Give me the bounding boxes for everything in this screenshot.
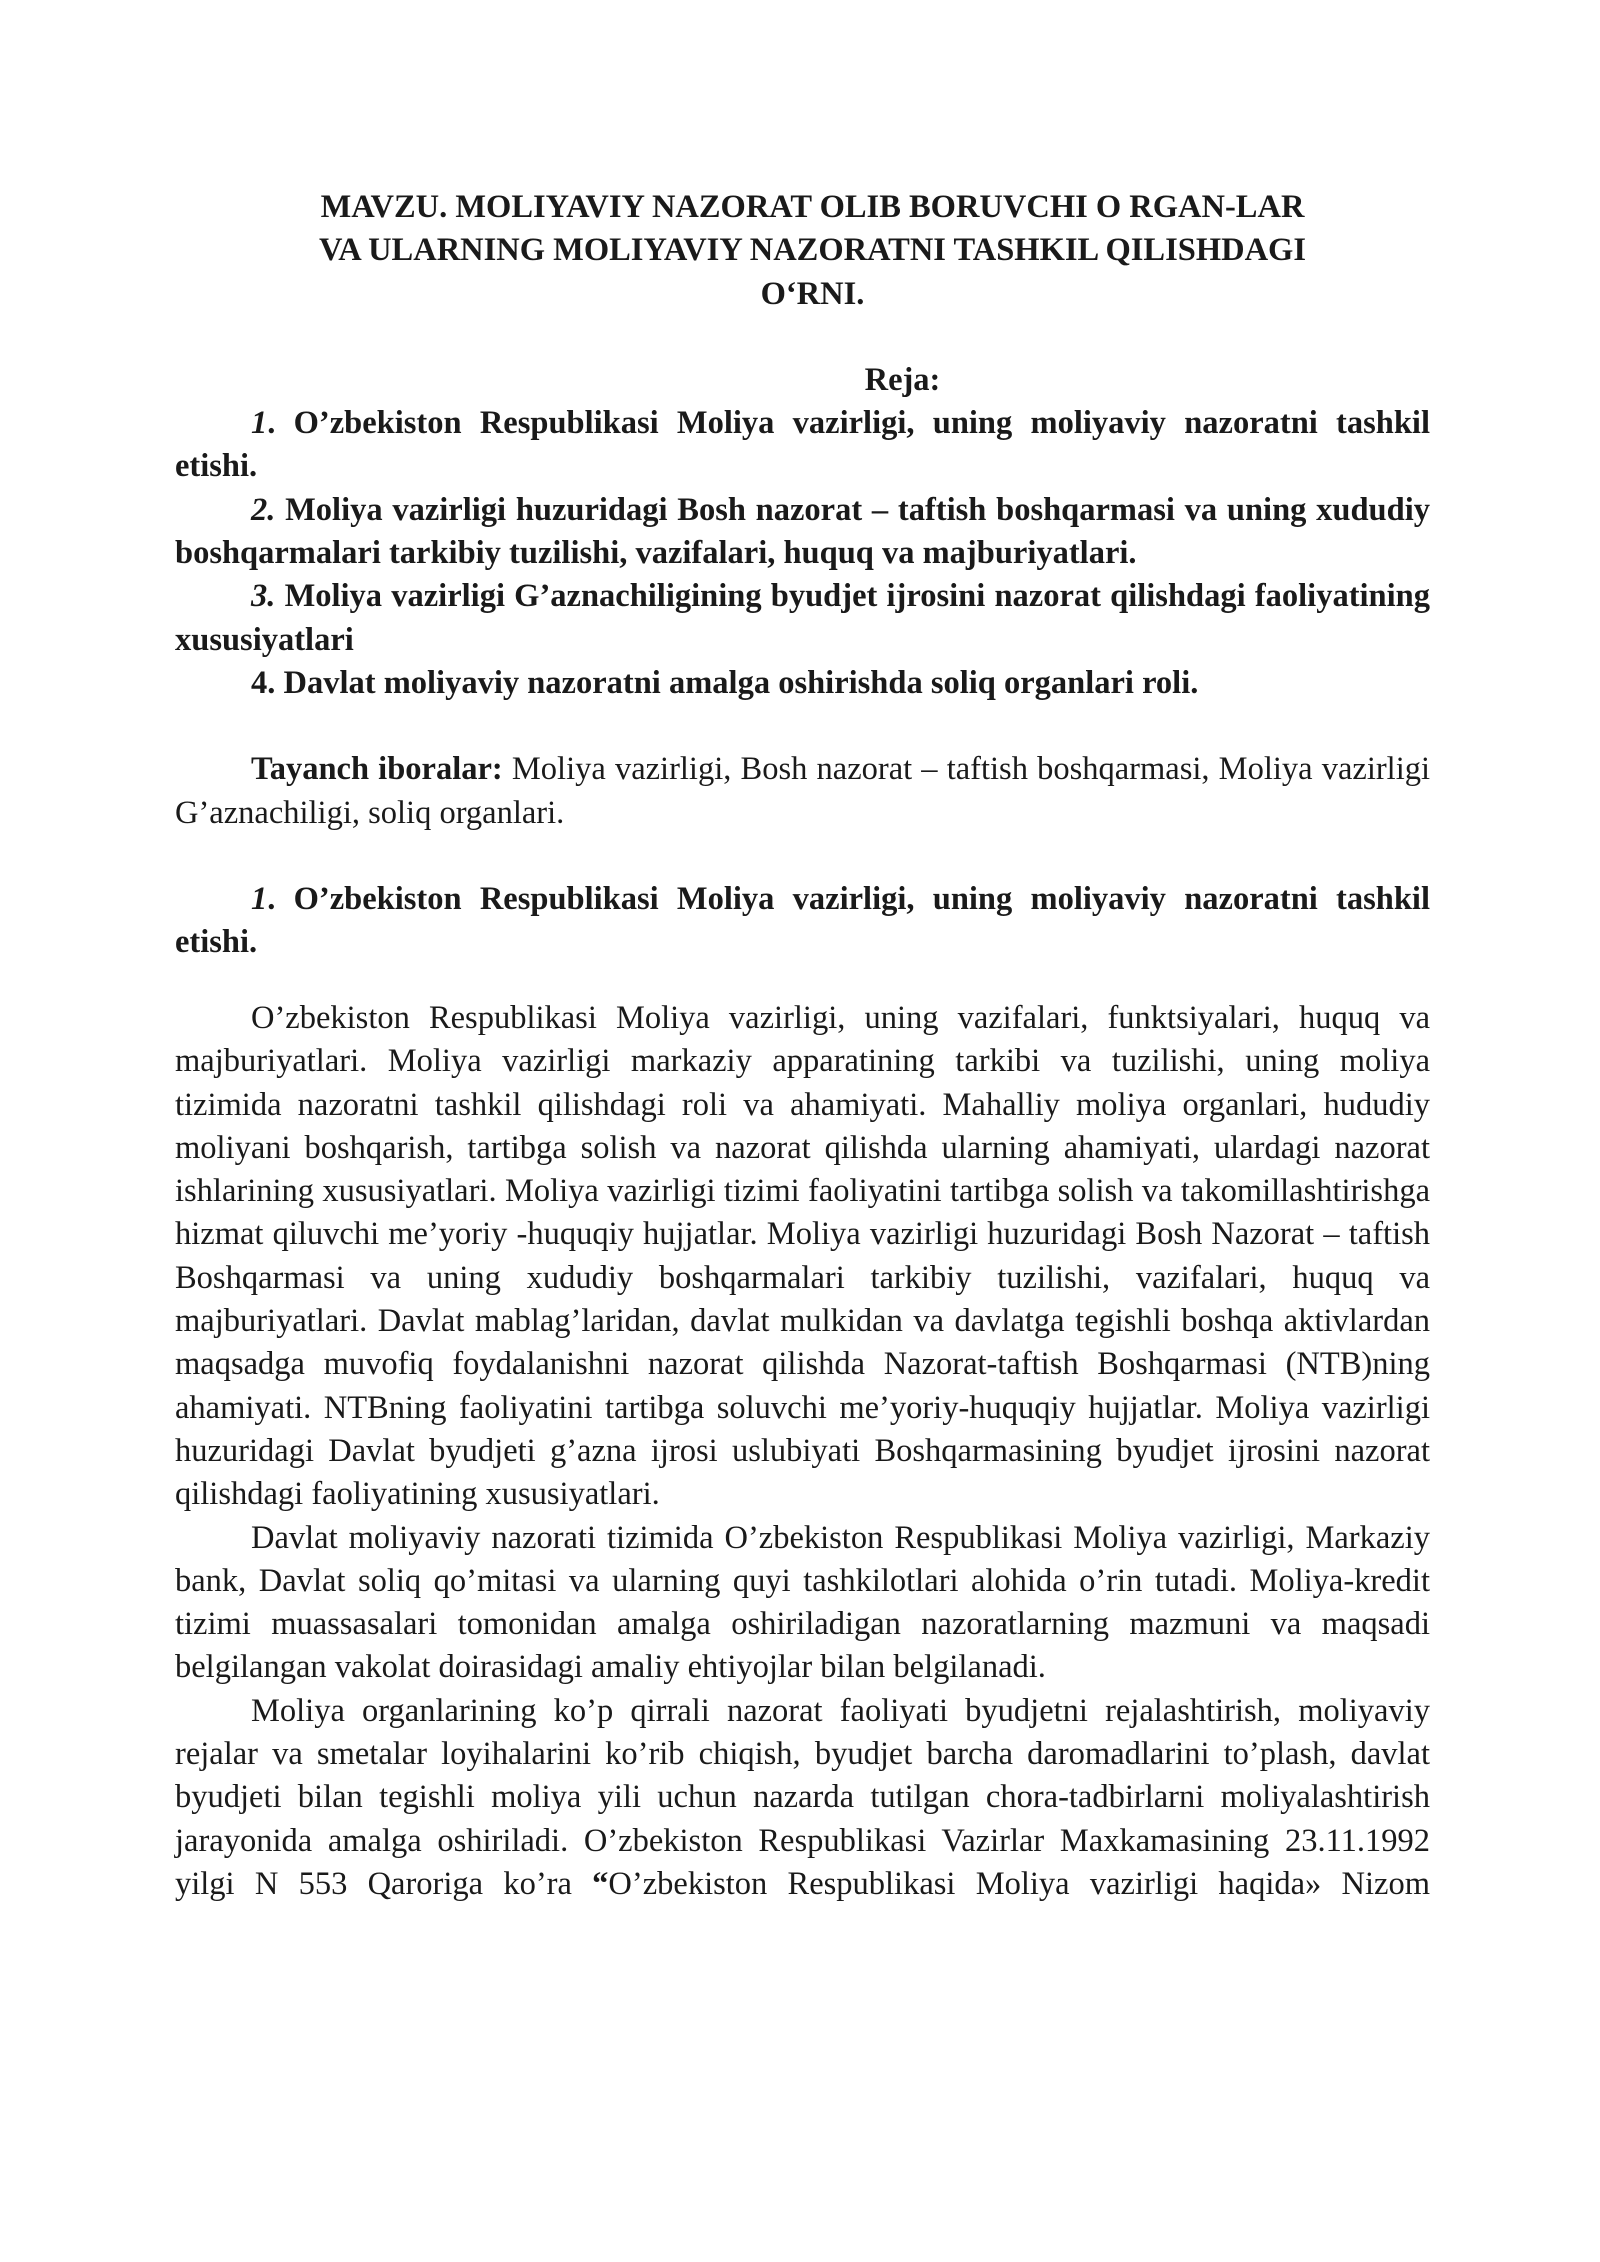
section-heading-text: O’zbekiston Respublikasi Moliya vazirligi, uning moliyaviy nazoratni tashkil etishi.	[175, 880, 1430, 961]
quote-mark: “	[592, 1865, 609, 1902]
plan-item-number: 3.	[251, 578, 276, 615]
keywords-label: Tayanch iboralar:	[251, 751, 503, 788]
plan-item-dot: .	[267, 405, 276, 442]
body-paragraph: Davlat moliyaviy nazorati tizimida O’zbekiston Respublikasi Moliya vazirligi, Markaziy bank, Davlat soliq qo’mitasi va ularning quyi tashkilotlari alohida o’rin tutadi. Moliya-kredit tizimi muassasalari tomonidan amalga oshiriladigan nazoratlarning mazmuni va maqsadi belgilangan vakolat doirasidagi amaliy ehtiyojlar bilan belgilanadi.	[175, 1519, 1430, 1686]
title-line-2: VA ULARNING MOLIYAVIY NAZORATNI TASHKIL QILISHDAGI	[319, 232, 1306, 269]
body-paragraph: O’zbekiston Respublikasi Moliya vazirligi, uning vazifalari, funktsiyalari, huquq va majburiyatlari. Moliya vazirligi markaziy apparatining tarkibi va tuzilishi, uning moliya tizimida nazoratni tashkil qilishdagi roli va ahamiyati. Mahalliy moliya organlari, hududiy moliyani boshqarish, tartibga solish va nazorat qilishda ularning ahamiyati, ulardagi nazorat ishlarining xususiyatlari. Moliya vazirligi tizimi faoliyatini tartibga solish va takomillashtirishga hizmat qiluvchi me’yoriy -huquqiy hujjatlar. Moliya vazirligi huzuridagi Bosh Nazorat – taftish Boshqarmasi va uning xududiy boshqarmalari tarkibiy tuzilishi, vazifalari, huquq va majburiyatlari. Davlat mablag’laridan, davlat mulkidan va davlatga tegishli boshqa aktivlardan maqsadga muvofiq foydalanishni nazorat qilishda Nazorat-taftish Boshqarmasi (NTB)ning ahamiyati. NTBning faoliyatini tartibga soluvchi me’yoriy-huquqiy hujjatlar. Moliya vazirligi huzuridagi Davlat byudjeti g’azna ijrosi uslubiyati Boshqarmasining byudjet ijrosini nazorat qilishdagi faoliyatining xususiyatlari.	[175, 999, 1430, 1513]
section-number: 1	[251, 880, 268, 917]
plan-item-number: 2.	[251, 491, 276, 528]
plan-item-text: Moliya vazirligi G’aznachiligining byudjet ijrosini nazorat qilishdagi faoliyatining xususiyatlari	[175, 578, 1430, 658]
plan-list	[175, 402, 1430, 705]
paragraph-text: Moliya organlarining ko’p qirrali nazorat faoliyati byudjetni rejalashtirish, moliyaviy rejalar va smetalar loyihalarini ko’rib chiqish, byudjet barcha daromadlarini to’plash, davlat byudjeti bilan tegishli moliya yili uchun nazarda tutilgan chora-tadbirlarni moliyalashtirish jarayonida amalga oshiriladi. O’zbekiston Respublikasi Vazirlar Maxkamasining 23.11.1992 yilgi N 553 Qaroriga ko’ra	[175, 1692, 1430, 1902]
document-page	[175, 186, 1430, 1906]
body-paragraph-last	[175, 1690, 1430, 1906]
plan-item-number: 4.	[251, 664, 276, 701]
plan-item-1	[175, 402, 1430, 489]
plan-item-text: Davlat moliyaviy nazoratni amalga oshirishda soliq organlari roli.	[275, 664, 1199, 701]
document-title	[175, 186, 1430, 316]
title-line-3: O‘RNI.	[760, 275, 865, 312]
keywords-text: Moliya vazirligi, Bosh nazorat – taftish boshqarmasi, Moliya vazirligi G’aznachiligi, soliq organlari.	[175, 751, 1431, 831]
plan-item-3	[175, 575, 1430, 662]
paragraph-text: O’zbekiston Respublikasi Moliya vazirligi haqida» Nizom	[608, 1865, 1430, 1902]
section-dot: .	[267, 880, 276, 917]
keywords-paragraph	[175, 748, 1430, 835]
plan-item-4	[175, 662, 1430, 705]
plan-item-number: 1	[251, 405, 268, 442]
title-line-1: MAVZU. MOLIYAVIY NAZORAT OLIB BORUVCHI O RGAN-LAR	[320, 189, 1305, 225]
plan-item-text: O’zbekiston Respublikasi Moliya vazirligi, uning moliyaviy nazoratni tashkil etishi.	[175, 405, 1430, 485]
section-heading	[175, 878, 1430, 965]
plan-heading: Reja:	[864, 361, 941, 398]
plan-item-2	[175, 489, 1430, 576]
plan-item-text: Moliya vazirligi huzuridagi Bosh nazorat – taftish boshqarmasi va uning xududiy boshqarmalari tarkibiy tuzilishi, vazifalari, huquq va majburiyatlari.	[175, 491, 1430, 572]
